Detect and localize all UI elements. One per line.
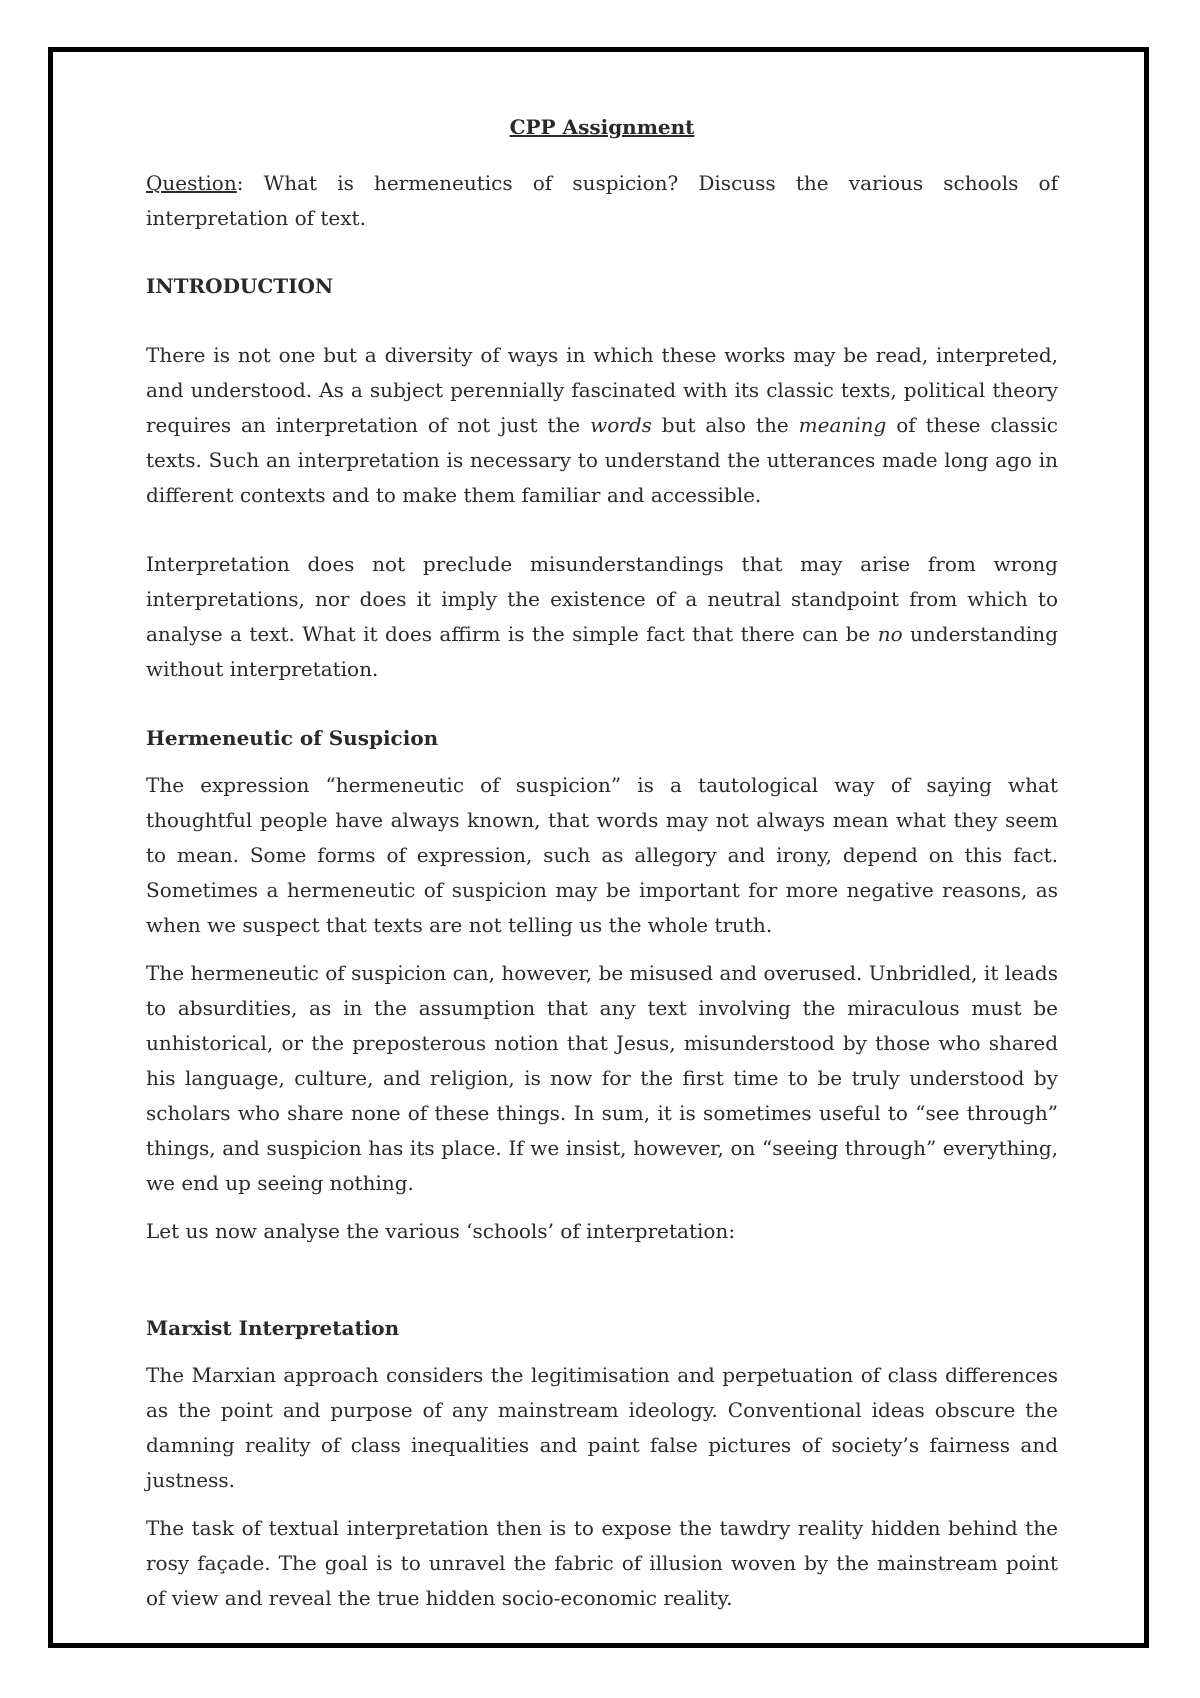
question-text: : What is hermeneutics of suspicion? Discuss the various schools of interpretation of text. [146,171,1058,230]
intro-p2-text-2: understanding without interpretation. [146,622,1058,681]
marxist-heading: Marxist Interpretation [146,1316,400,1340]
intro-p1-text-2: but also the [651,413,799,437]
document-body [146,110,1058,1616]
hermeneutic-heading: Hermeneutic of Suspicion [146,726,439,750]
intro-p2-emphasis-no: no [877,622,903,646]
hermeneutic-paragraph-3: Let us now analyse the various ‘schools’ of interpretation: [146,1219,736,1243]
intro-p1-emphasis-meaning: meaning [798,413,887,437]
document-title: CPP Assignment [509,115,695,139]
question-paragraph [146,166,1058,236]
intro-p1-emphasis-words: words [590,413,652,437]
intro-p1-text-3: of these classic texts. Such an interpretation is necessary to understand the utterances made long ago in different contexts and to make them familiar and accessible. [146,413,1059,507]
intro-p1-text-1: There is not one but a diversity of ways in which these works may be read, interpreted, and understood. As a subject perennially fascinated with its classic texts, political theory requires an interpretation of not just the [146,343,1058,437]
intro-p2-text-1: Interpretation does not preclude misunderstandings that may arise from wrong interpretations, nor does it imply the existence of a neutral standpoint from which to analyse a text. What it does affirm is the simple fact that there can be [146,552,1058,646]
question-label: Question [146,171,237,195]
introduction-paragraph-1 [146,338,1058,513]
hermeneutic-paragraph-2: The hermeneutic of suspicion can, however, be misused and overused. Unbridled, it leads to absurdities, as in the assumption that any text involving the miraculous must be unhistorical, or the preposterous notion that Jesus, misunderstood by those who shared his language, culture, and religion, is now for the first time to be truly understood by scholars who share none of these things. In sum, it is sometimes useful to “see through” things, and suspicion has its place. If we insist, however, on “seeing through” everything, we end up seeing nothing. [146,961,1058,1195]
hermeneutic-paragraph-1: The expression “hermeneutic of suspicion” is a tautological way of saying what thoughtful people have always known, that words may not always mean what they seem to mean. Some forms of expression, such as allegory and irony, depend on this fact. Sometimes a hermeneutic of suspicion may be important for more negative reasons, as when we suspect that texts are not telling us the whole truth. [146,773,1058,937]
marxist-paragraph-1: The Marxian approach considers the legitimisation and perpetuation of class differences as the point and purpose of any mainstream ideology. Conventional ideas obscure the damning reality of class inequalities and paint false pictures of society’s fairness and justness. [146,1363,1058,1492]
introduction-heading: INTRODUCTION [146,274,334,298]
introduction-paragraph-2 [146,547,1058,687]
marxist-paragraph-2: The task of textual interpretation then is to expose the tawdry reality hidden behind the rosy façade. The goal is to unravel the fabric of illusion woven by the mainstream point of view and reveal the true hidden socio-economic reality. [146,1516,1058,1610]
